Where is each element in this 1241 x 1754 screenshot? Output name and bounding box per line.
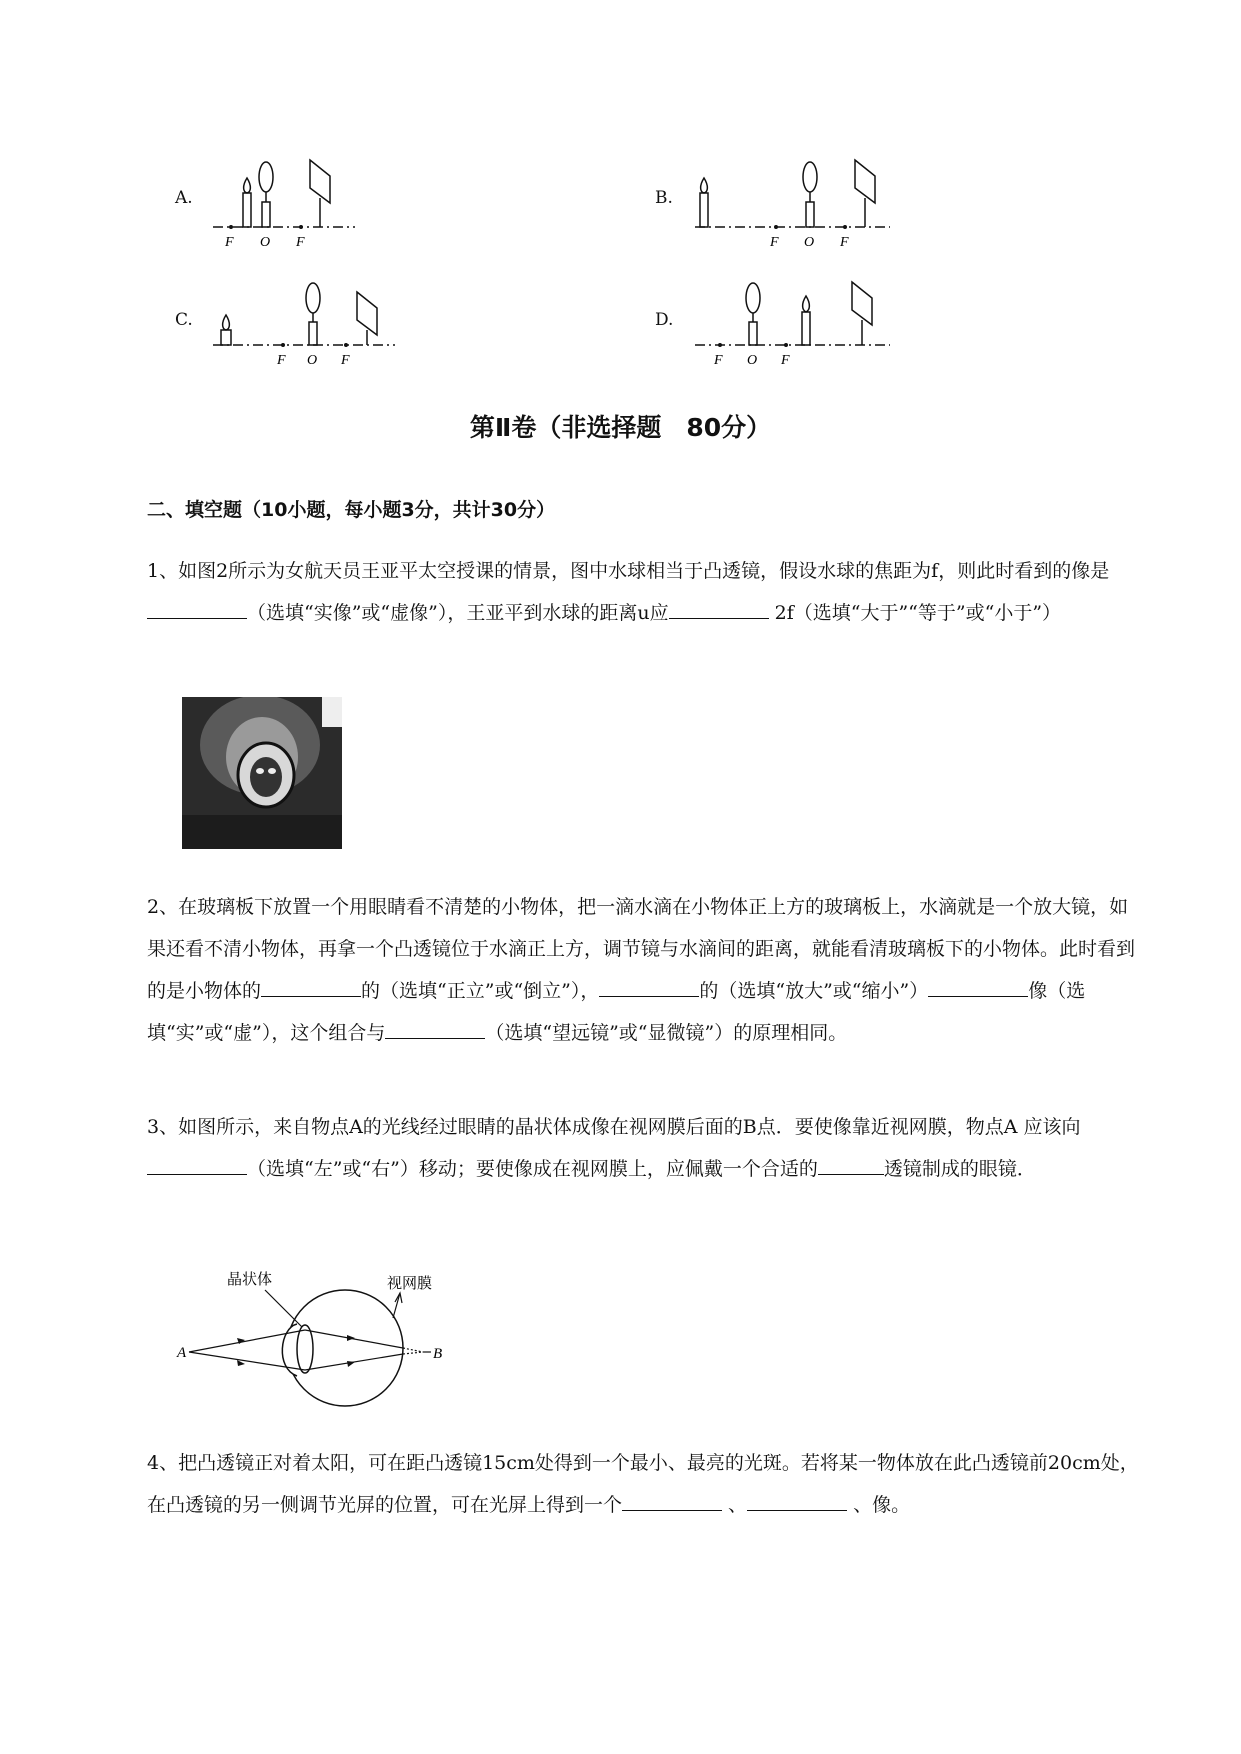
astronaut-water-ball-photo	[182, 697, 342, 849]
answer-blank[interactable]	[669, 596, 769, 619]
question-3-text: 透镜制成的眼镜．	[883, 1158, 1036, 1180]
question-2-text: 像（选填“实”或“虚”），这个组合与	[147, 980, 1086, 1044]
eye-diagram	[175, 1268, 475, 1418]
answer-blank[interactable]	[599, 974, 699, 997]
question-1-text: （选填“实像”或“虚像”），王亚平到水球的距离u应	[247, 602, 669, 624]
question-4-text: 、	[722, 1494, 748, 1516]
option-a-diagram	[205, 150, 375, 250]
answer-blank[interactable]	[261, 974, 361, 997]
lens-label: 晶状体	[227, 1270, 273, 1288]
center-label: O	[260, 235, 271, 250]
option-b-label: B.	[655, 188, 673, 208]
center-label: O	[747, 353, 758, 368]
answer-blank[interactable]	[147, 596, 247, 619]
question-2-text: 的（选填“正立”或“倒立”），	[361, 980, 600, 1002]
center-label: O	[307, 353, 318, 368]
question-3-text: 3、如图所示，来自物点A的光线经过眼睛的晶状体成像在视网膜后面的B点．要使像靠近视网膜，物点A 应该向	[147, 1116, 1081, 1138]
focus-label: F	[341, 353, 350, 368]
answer-blank[interactable]	[818, 1152, 884, 1175]
part-title: 二、填空题（10小题，每小题3分，共计30分）	[147, 499, 556, 521]
point-b-label: B	[433, 1346, 443, 1362]
point-a-label: A	[177, 1345, 187, 1361]
answer-blank[interactable]	[385, 1016, 485, 1039]
option-c-diagram	[205, 272, 405, 372]
question-2-text: （选填“望远镜”或“显微镜”）的原理相同。	[485, 1022, 848, 1044]
option-a-label: A.	[175, 188, 193, 208]
answer-blank[interactable]	[622, 1488, 722, 1511]
question-4	[147, 1442, 1147, 1526]
section-title: 第Ⅱ卷（非选择题 80分）	[469, 413, 772, 442]
option-b-diagram	[690, 150, 910, 250]
question-4-text: 4、把凸透镜正对着太阳，可在距凸透镜15cm处得到一个最小、最亮的光斑。若将某一物体放在此凸透镜前20cm处，在凸透镜的另一侧调节光屏的位置，可在光屏上得到一个	[147, 1452, 1139, 1516]
option-c-label: C.	[175, 310, 193, 330]
retina-label: 视网膜	[387, 1274, 433, 1292]
answer-blank[interactable]	[747, 1488, 847, 1511]
focus-label: F	[781, 353, 790, 368]
question-2	[147, 886, 1147, 1054]
option-d-label: D.	[655, 310, 674, 330]
focus-label: F	[277, 353, 286, 368]
question-1-text: 1、如图2所示为女航天员王亚平太空授课的情景，图中水球相当于凸透镜，假设水球的焦距为f，则此时看到的像是	[147, 560, 1110, 582]
focus-label: F	[840, 235, 849, 250]
question-3	[147, 1106, 1147, 1190]
focus-label: F	[225, 235, 234, 250]
focus-label: F	[714, 353, 723, 368]
center-label: O	[804, 235, 815, 250]
answer-blank[interactable]	[147, 1152, 247, 1175]
question-1-text: 2f（选填“大于”“等于”或“小于”）	[768, 602, 1062, 624]
question-2-text: 2、在玻璃板下放置一个用眼睛看不清楚的小物体，把一滴水滴在小物体正上方的玻璃板上，水滴就是一个放大镜，如果还看不清小物体，再拿一个凸透镜位于水滴正上方，调节镜与水滴间的距离，就能看清玻璃板下的小物体。此时看到的是小物体的	[147, 896, 1136, 1002]
question-3-text: （选填“左”或“右”）移动；要使像成在视网膜上，应佩戴一个合适的	[247, 1158, 818, 1180]
focus-label: F	[770, 235, 779, 250]
focus-label: F	[296, 235, 305, 250]
question-2-text: 的（选填“放大”或“缩小”）	[699, 980, 929, 1002]
answer-blank[interactable]	[928, 974, 1028, 997]
option-d-diagram	[690, 272, 910, 372]
question-4-text: 、像。	[847, 1494, 911, 1516]
question-1	[147, 550, 1147, 634]
